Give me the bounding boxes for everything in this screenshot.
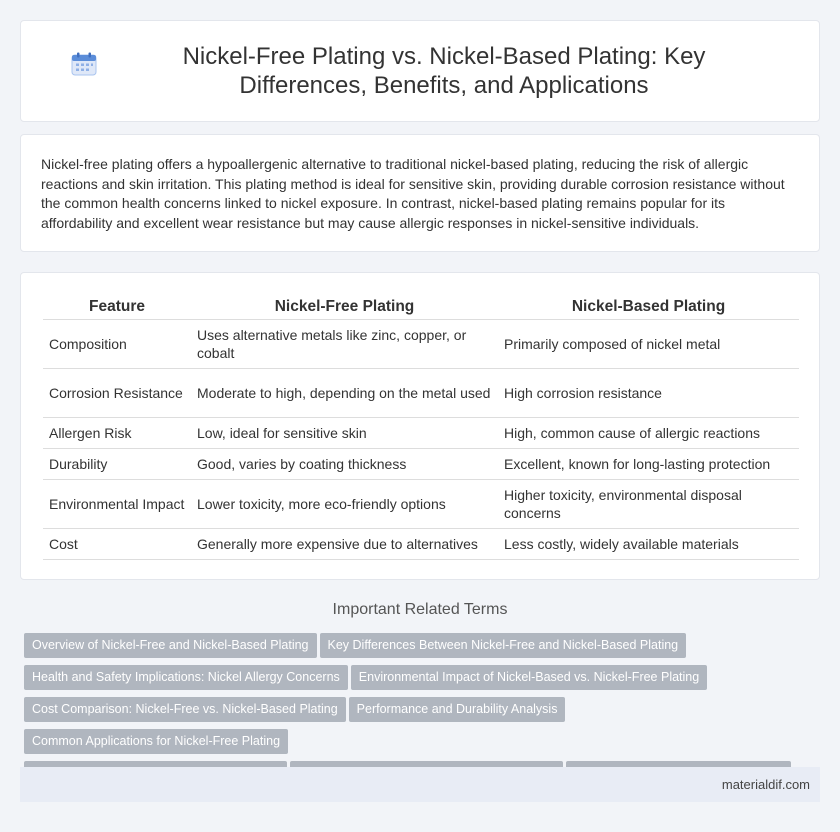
nickel-free-cell: Low, ideal for sensitive skin [191, 418, 498, 449]
table-header-row [43, 295, 799, 320]
feature-cell: Corrosion Resistance [43, 369, 191, 418]
feature-cell: Durability [43, 449, 191, 480]
nickel-based-cell: Primarily composed of nickel metal [498, 320, 799, 369]
nickel-free-cell: Generally more expensive due to alternatives [191, 529, 498, 560]
title-card [20, 20, 820, 122]
term-tag[interactable]: Common Applications for Nickel-Free Plating [24, 729, 288, 754]
table-row [43, 369, 799, 418]
table-row [43, 529, 799, 560]
intro-card [20, 134, 820, 252]
table-row [43, 480, 799, 529]
term-tag[interactable]: Health and Safety Implications: Nickel Allergy Concerns [24, 665, 348, 690]
calendar-icon [71, 52, 97, 76]
term-tag[interactable]: Key Differences Between Nickel-Free and Nickel-Based Plating [320, 633, 687, 658]
feature-cell: Cost [43, 529, 191, 560]
header-nickel-free: Nickel-Free Plating [191, 295, 498, 320]
nickel-based-cell: High corrosion resistance [498, 369, 799, 418]
nickel-free-cell: Uses alternative metals like zinc, copper, or cobalt [191, 320, 498, 369]
related-terms-heading: Important Related Terms [332, 601, 508, 618]
nickel-based-cell: High, common cause of allergic reactions [498, 418, 799, 449]
term-tag[interactable]: Environmental Impact of Nickel-Based vs. Nickel-Free Plating [351, 665, 707, 690]
table-row [43, 320, 799, 369]
term-tag[interactable]: Overview of Nickel-Free and Nickel-Based Plating [24, 633, 317, 658]
feature-cell: Composition [43, 320, 191, 369]
nickel-based-cell: Excellent, known for long-lasting protection [498, 449, 799, 480]
header-feature: Feature [43, 295, 191, 320]
table-row [43, 418, 799, 449]
nickel-free-cell: Lower toxicity, more eco-friendly options [191, 480, 498, 529]
table-row [43, 449, 799, 480]
footer [20, 767, 820, 802]
title-wrap [71, 42, 769, 100]
header-nickel-based: Nickel-Based Plating [498, 295, 799, 320]
footer-site-link[interactable]: materialdif.com [721, 777, 810, 792]
term-tag[interactable]: Performance and Durability Analysis [349, 697, 566, 722]
nickel-free-cell: Moderate to high, depending on the metal used [191, 369, 498, 418]
intro-paragraph: Nickel-free plating offers a hypoallergenic alternative to traditional nickel-based plating, reducing the risk of allergic reactions and skin irritation. This plating method is ideal for sensitive skin, providing durable corrosion resistance without the common health concerns linked to nickel exposure. In contrast, nickel-based plating remains popular for its affordability and excellent wear resistance but may cause allergic responses in nickel-sensitive individuals. [41, 156, 785, 231]
nickel-based-cell: Less costly, widely available materials [498, 529, 799, 560]
nickel-free-cell: Good, varies by coating thickness [191, 449, 498, 480]
feature-cell: Allergen Risk [43, 418, 191, 449]
term-tag[interactable]: Cost Comparison: Nickel-Free vs. Nickel-Based Plating [24, 697, 346, 722]
comparison-card [20, 272, 820, 580]
feature-cell: Environmental Impact [43, 480, 191, 529]
nickel-based-cell: Higher toxicity, environmental disposal concerns [498, 480, 799, 529]
comparison-table [43, 295, 799, 560]
page-title: Nickel-Free Plating vs. Nickel-Based Plating: Key Differences, Benefits, and Applications [182, 43, 706, 99]
